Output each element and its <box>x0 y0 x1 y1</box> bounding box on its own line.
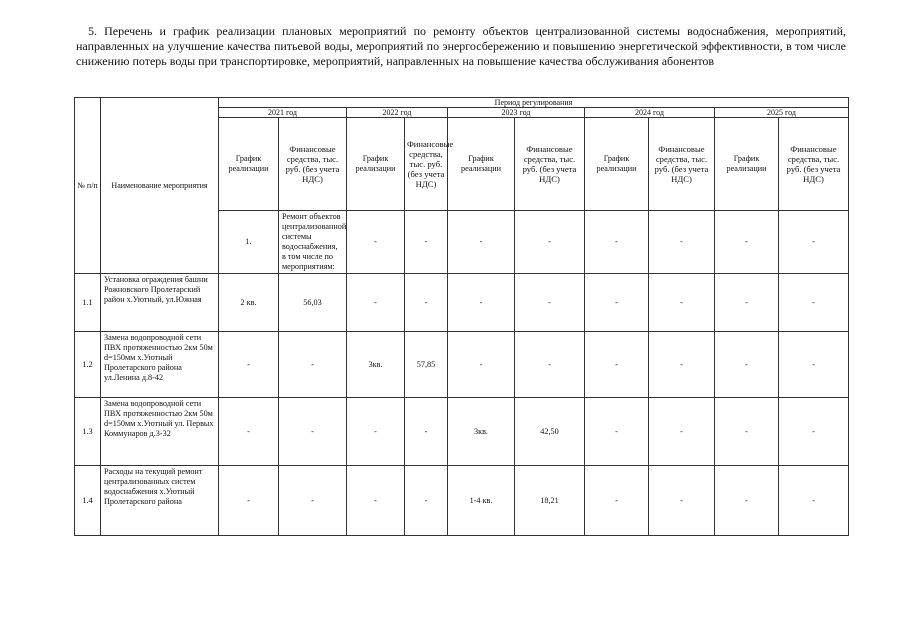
cell: - <box>219 332 279 398</box>
row-num: 1.4 <box>75 466 101 536</box>
cell: - <box>715 398 779 466</box>
cell: - <box>585 332 649 398</box>
year-header: 2025 год <box>715 108 849 118</box>
cell: - <box>448 332 515 398</box>
section-heading: 5. Перечень и график реализации плановых мероприятий по ремонту объектов централизованной системы водоснабжения, мероприятий, направленных на улучшение качества питьевой воды, мероприятий по энергосбережению и повышению энергетической эффективности, в том числе снижению потерь воды при транспортировке, мероприятий, направленных на повышение качества обслуживания абонентов <box>76 24 846 68</box>
cell: - <box>779 398 849 466</box>
cell: 3кв. <box>448 398 515 466</box>
cell: - <box>779 466 849 536</box>
cell: - <box>448 211 515 274</box>
cell: 18,21 <box>515 466 585 536</box>
finance-header: Финансовые средства, тыс. руб. (без учета НДС) <box>649 118 715 211</box>
cell: - <box>219 398 279 466</box>
row-name: Ремонт объектов централизованной системы водоснабжения, в том числе по мероприятиям: <box>279 211 347 274</box>
schedule-header: График реализации <box>347 118 405 211</box>
finance-header: Финансовые средства, тыс. руб. (без учета НДС) <box>779 118 849 211</box>
table-row <box>75 332 849 398</box>
cell: - <box>649 274 715 332</box>
cell: - <box>779 332 849 398</box>
col-num-header: № п/п <box>75 98 101 274</box>
schedule-header: График реализации <box>448 118 515 211</box>
cell: - <box>585 466 649 536</box>
row-num: 1.2 <box>75 332 101 398</box>
cell: - <box>279 398 347 466</box>
cell: - <box>405 274 448 332</box>
cell: - <box>585 274 649 332</box>
cell: - <box>347 398 405 466</box>
row-name: Замена водопроводной сети ПВХ протяженностью 2км 50м d=150мм х.Уютный ул. Первых Коммунаров д.3-32 <box>101 398 219 466</box>
cell: - <box>448 274 515 332</box>
cell: - <box>405 398 448 466</box>
period-header: Период регулирования <box>219 98 849 108</box>
cell: - <box>405 211 448 274</box>
cell: - <box>649 466 715 536</box>
cell: - <box>279 332 347 398</box>
schedule-table <box>74 97 849 536</box>
cell: 57,85 <box>405 332 448 398</box>
cell: 56,03 <box>279 274 347 332</box>
row-num: 1. <box>219 211 279 274</box>
cell: - <box>279 466 347 536</box>
cell: - <box>649 211 715 274</box>
schedule-header: График реализации <box>715 118 779 211</box>
cell: - <box>405 466 448 536</box>
cell: - <box>347 211 405 274</box>
row-num: 1.3 <box>75 398 101 466</box>
cell: - <box>715 211 779 274</box>
col-name-header: Наименование мероприятия <box>101 98 219 274</box>
cell: 42,50 <box>515 398 585 466</box>
table-row <box>75 398 849 466</box>
year-header: 2023 год <box>448 108 585 118</box>
row-name: Установка ограждения башни Рожновского Пролетарский район х.Уютный, ул.Южная <box>101 274 219 332</box>
cell: - <box>649 398 715 466</box>
finance-header: Финансовые средства, тыс. руб. (без учета НДС) <box>279 118 347 211</box>
cell: - <box>515 211 585 274</box>
cell: - <box>219 466 279 536</box>
year-header: 2022 год <box>347 108 448 118</box>
cell: - <box>585 211 649 274</box>
row-name: Замена водопроводной сети ПВХ протяженностью 2км 50м d=150мм х.Уютный Пролетарского района ул.Ленина д.8-42 <box>101 332 219 398</box>
finance-header: Финансовые средства, тыс. руб. (без учета НДС) <box>515 118 585 211</box>
cell: - <box>515 274 585 332</box>
cell: - <box>347 466 405 536</box>
schedule-header: График реализации <box>585 118 649 211</box>
cell: - <box>715 466 779 536</box>
cell: 2 кв. <box>219 274 279 332</box>
row-name: Расходы на текущий ремонт централизованных систем водоснабжения х.Уютный Пролетарского района <box>101 466 219 536</box>
table-row <box>75 466 849 536</box>
cell: - <box>779 274 849 332</box>
finance-header: Финансовые средства, тыс. руб. (без учета НДС) <box>405 118 448 211</box>
cell: - <box>715 332 779 398</box>
row-num: 1.1 <box>75 274 101 332</box>
cell: - <box>779 211 849 274</box>
table-row <box>75 274 849 332</box>
year-header: 2024 год <box>585 108 715 118</box>
cell: - <box>347 274 405 332</box>
table-header-row-1 <box>75 98 849 108</box>
cell: 3кв. <box>347 332 405 398</box>
year-header: 2021 год <box>219 108 347 118</box>
cell: 1-4 кв. <box>448 466 515 536</box>
schedule-header: График реализации <box>219 118 279 211</box>
cell: - <box>585 398 649 466</box>
cell: - <box>515 332 585 398</box>
cell: - <box>715 274 779 332</box>
cell: - <box>649 332 715 398</box>
